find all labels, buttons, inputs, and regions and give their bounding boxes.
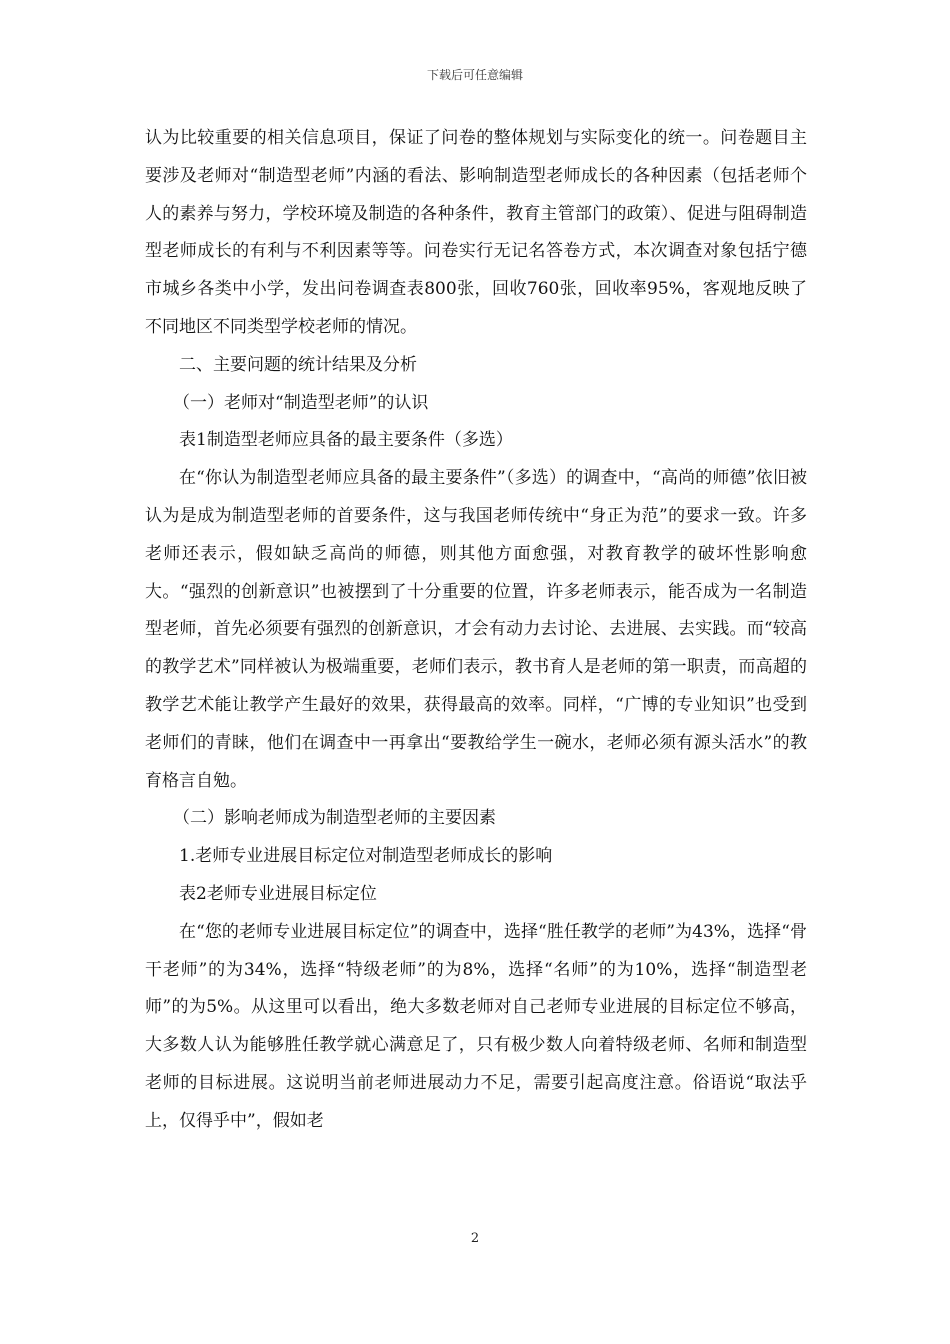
page-number: 2 (470, 1231, 480, 1246)
table-caption-2: 表2老师专业进展目标定位 (179, 883, 377, 904)
subsection-heading-2: （二）影响老师成为制造型老师的主要因素 (173, 808, 496, 829)
paragraph-survey-continuation: 认为比较重要的相关信息项目，保证了问卷的整体规划与实际变化的统一。问卷题目主要涉及老师对“制造型老师”内涵的看法、影响制造型老师成长的各种因素（包括老师个人的素养与努力，学校环境及制造的各种条件，教育主管部门的政策）、促进与阻碍制造型老师成长的有利与不利因素等等。问卷实行无记名答卷方式，本次调查对象包括宁德市城乡各类中小学，发出问卷调查表800张，回收760张，回收率95%，客观地反映了不同地区不同类型学校老师的情况。 (145, 128, 807, 337)
paragraph-conditions: 在“你认为制造型老师应具备的最主要条件”（多选）的调查中，“高尚的师德”依旧被认为是成为制造型老师的首要条件，这与我国老师传统中“身正为范”的要求一致。许多老师还表示，假如缺乏高尚的师德，则其他方面愈强，对教育教学的破坏性影响愈大。“强烈的创新意识”也被摆到了十分重要的位置，许多老师表示，能否成为一名制造型老师，首先必须要有强烈的创新意识，才会有动力去讨论、去进展、去实践。而“较高的教学艺术”同样被认为极端重要，老师们表示，教书育人是老师的第一职责，而高超的教学艺术能让教学产生最好的效果，获得最高的效率。同样，“广博的专业知识”也受到老师们的青睐，他们在调查中一再拿出“要教给学生一碗水，老师必须有源头活水”的教育格言自勉。 (145, 468, 807, 791)
paragraph-goal-positioning: 在“您的老师专业进展目标定位”的调查中，选择“胜任教学的老师”为43%，选择“骨干老师”的为34%，选择“特级老师”的为8%，选择“名师”的为10%，选择“制造型老师”的为5%。从这里可以看出，绝大多数老师对自己老师专业进展的目标定位不够高，大多数人认为能够胜任教学就心满意足了，只有极少数人向着特级老师、名师和制造型老师的目标进展。这说明当前老师进展动力不足，需要引起高度注意。俗语说“取法乎上，仅得乎中”，假如老 (145, 921, 807, 1131)
item-heading-1: 1.老师专业进展目标定位对制造型老师成长的影响 (179, 846, 553, 867)
section-heading-2: 二、主要问题的统计结果及分析 (179, 354, 417, 375)
document-body (145, 120, 807, 1141)
table-caption-1: 表1制造型老师应具备的最主要条件（多选） (179, 430, 513, 451)
page-header: 下载后可任意编辑 (426, 68, 523, 82)
subsection-heading-1: （一）老师对“制造型老师”的认识 (173, 392, 429, 413)
